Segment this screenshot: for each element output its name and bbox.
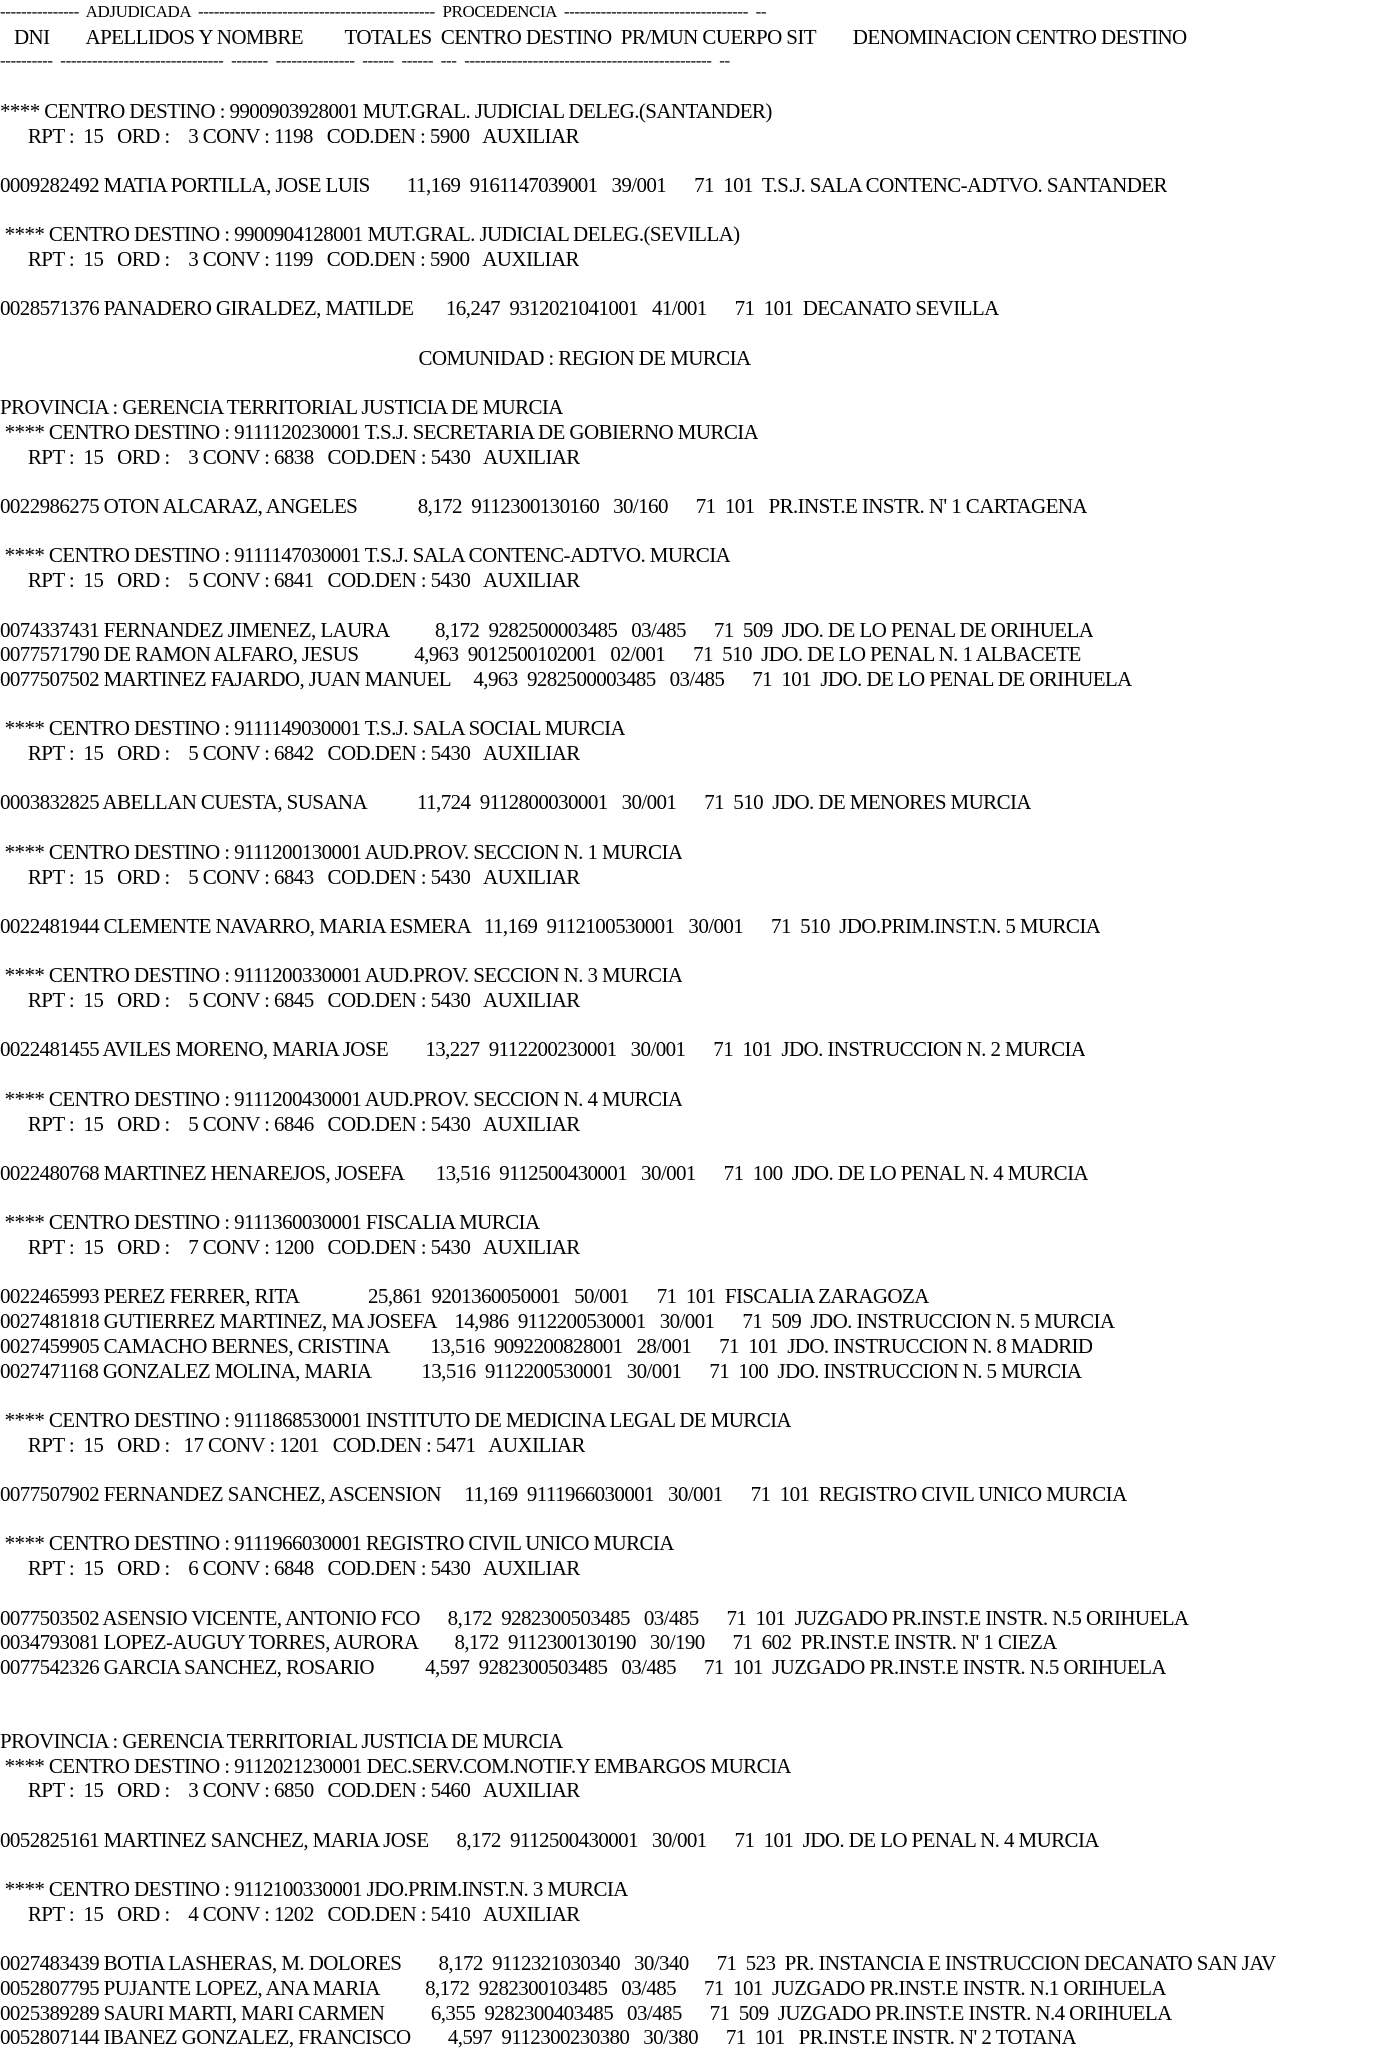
provincia-heading: PROVINCIA : GERENCIA TERRITORIAL JUSTICIA DE MURCIA [0,395,563,419]
provincia-heading: PROVINCIA : GERENCIA TERRITORIAL JUSTICIA DE MURCIA [0,1729,563,1753]
centro-destino-header: **** CENTRO DESTINO : 9111868530001 INSTITUTO DE MEDICINA LEGAL DE MURCIA [0,1408,792,1432]
comunidad-heading: COMUNIDAD : REGION DE MURCIA [0,346,751,370]
column-headers: DNI APELLIDOS Y NOMBRE TOTALES CENTRO DESTINO PR/MUN CUERPO SIT DENOMINACION CENTRO DESTINO [0,25,1187,49]
centro-destino-header: **** CENTRO DESTINO : 9111200430001 AUD.PROV. SECCION N. 4 MURCIA [0,1087,683,1111]
adjudication-row: 0077542326 GARCIA SANCHEZ, ROSARIO 4,597 9282300503485 03/485 71 101 JUZGADO PR.INST.E INSTR. N.5 ORIHUELA [0,1655,1166,1679]
rpt-line: RPT : 15 ORD : 5 CONV : 6841 COD.DEN : 5430 AUXILIAR [0,568,580,592]
centro-destino-header: **** CENTRO DESTINO : 9900904128001 MUT.GRAL. JUDICIAL DELEG.(SEVILLA) [0,222,740,246]
rpt-line: RPT : 15 ORD : 3 CONV : 1199 COD.DEN : 5900 AUXILIAR [0,247,579,271]
centro-destino-header: **** CENTRO DESTINO : 9111200330001 AUD.PROV. SECCION N. 3 MURCIA [0,963,683,987]
adjudication-row: 0003832825 ABELLAN CUESTA, SUSANA 11,724 9112800030001 30/001 71 510 JDO. DE MENORES MURCIA [0,790,1031,814]
rpt-line: RPT : 15 ORD : 5 CONV : 6846 COD.DEN : 5430 AUXILIAR [0,1112,580,1136]
centro-destino-header: **** CENTRO DESTINO : 9111360030001 FISCALIA MURCIA [0,1210,540,1234]
rpt-line: RPT : 15 ORD : 4 CONV : 1202 COD.DEN : 5410 AUXILIAR [0,1902,580,1926]
rpt-line: RPT : 15 ORD : 5 CONV : 6842 COD.DEN : 5430 AUXILIAR [0,741,580,765]
adjudication-row: 0022481944 CLEMENTE NAVARRO, MARIA ESMERA 11,169 9112100530001 30/001 71 510 JDO.PRIM.INST.N. 5 MURCIA [0,914,1101,938]
centro-destino-header: **** CENTRO DESTINO : 9111966030001 REGISTRO CIVIL UNICO MURCIA [0,1531,674,1555]
rpt-line: RPT : 15 ORD : 6 CONV : 6848 COD.DEN : 5430 AUXILIAR [0,1556,580,1580]
adjudication-row: 0027459905 CAMACHO BERNES, CRISTINA 13,516 9092200828001 28/001 71 101 JDO. INSTRUCCION N. 8 MADRID [0,1334,1093,1358]
adjudication-row: 0052807144 IBANEZ GONZALEZ, FRANCISCO 4,597 9112300230380 30/380 71 101 PR.INST.E INSTR. N' 2 TOTANA [0,2025,1077,2049]
adjudication-row: 0034793081 LOPEZ-AUGUY TORRES, AURORA 8,172 9112300130190 30/190 71 602 PR.INST.E INSTR. N' 1 CIEZA [0,1630,1057,1654]
adjudication-row: 0077507902 FERNANDEZ SANCHEZ, ASCENSION 11,169 9111966030001 30/001 71 101 REGISTRO CIVIL UNICO MURCIA [0,1482,1127,1506]
rpt-line: RPT : 15 ORD : 3 CONV : 6850 COD.DEN : 5460 AUXILIAR [0,1778,580,1802]
adjudication-row: 0022986275 OTON ALCARAZ, ANGELES 8,172 9112300130160 30/160 71 101 PR.INST.E INSTR. N' 1 CARTAGENA [0,494,1087,518]
centro-destino-header: **** CENTRO DESTINO : 9900903928001 MUT.GRAL. JUDICIAL DELEG.(SANTANDER) [0,99,772,123]
adjudication-row: 0028571376 PANADERO GIRALDEZ, MATILDE 16,247 9312021041001 41/001 71 101 DECANATO SEVILLA [0,296,999,320]
adjudication-row: 0022465993 PEREZ FERRER, RITA 25,861 9201360050001 50/001 71 101 FISCALIA ZARAGOZA [0,1284,929,1308]
rpt-line: RPT : 15 ORD : 5 CONV : 6843 COD.DEN : 5430 AUXILIAR [0,865,580,889]
adjudication-row: 0027483439 BOTIA LASHERAS, M. DOLORES 8,172 9112321030340 30/340 71 523 PR. INSTANCIA E INSTRUCCION DECANATO SAN JAV [0,1951,1276,1975]
adjudication-row: 0009282492 MATIA PORTILLA, JOSE LUIS 11,169 9161147039001 39/001 71 101 T.S.J. SALA CONTENC-ADTVO. SANTANDER [0,173,1167,197]
adjudication-row: 0022480768 MARTINEZ HENAREJOS, JOSEFA 13,516 9112500430001 30/001 71 100 JDO. DE LO PENAL N. 4 MURCIA [0,1161,1089,1185]
adjudication-row: 0052807795 PUJANTE LOPEZ, ANA MARIA 8,172 9282300103485 03/485 71 101 JUZGADO PR.INST.E INSTR. N.1 ORIHUELA [0,1976,1166,2000]
adjudication-row: 0077571790 DE RAMON ALFARO, JESUS 4,963 9012500102001 02/001 71 510 JDO. DE LO PENAL N. 1 ALBACETE [0,642,1081,666]
separator-line: ---------- ------------------------------- ------- --------------- ------ ------ --- ----------------------------------------------- -- [0,51,730,70]
rpt-line: RPT : 15 ORD : 5 CONV : 6845 COD.DEN : 5430 AUXILIAR [0,988,580,1012]
separator-line: --------------- ADJUDICADA --------------------------------------------- PROCEDENCIA ----------------------------------- -- [0,2,767,21]
adjudication-row: 0022481455 AVILES MORENO, MARIA JOSE 13,227 9112200230001 30/001 71 101 JDO. INSTRUCCION N. 2 MURCIA [0,1037,1086,1061]
rpt-line: RPT : 15 ORD : 3 CONV : 6838 COD.DEN : 5430 AUXILIAR [0,445,580,469]
rpt-line: RPT : 15 ORD : 3 CONV : 1198 COD.DEN : 5900 AUXILIAR [0,124,579,148]
centro-destino-header: **** CENTRO DESTINO : 9112021230001 DEC.SERV.COM.NOTIF.Y EMBARGOS MURCIA [0,1754,791,1778]
adjudication-row: 0077507502 MARTINEZ FAJARDO, JUAN MANUEL 4,963 9282500003485 03/485 71 101 JDO. DE LO PENAL DE ORIHUELA [0,667,1132,691]
centro-destino-header: **** CENTRO DESTINO : 9111147030001 T.S.J. SALA CONTENC-ADTVO. MURCIA [0,543,731,567]
rpt-line: RPT : 15 ORD : 7 CONV : 1200 COD.DEN : 5430 AUXILIAR [0,1235,580,1259]
adjudication-row: 0052825161 MARTINEZ SANCHEZ, MARIA JOSE 8,172 9112500430001 30/001 71 101 JDO. DE LO PENAL N. 4 MURCIA [0,1828,1099,1852]
centro-destino-header: **** CENTRO DESTINO : 9111120230001 T.S.J. SECRETARIA DE GOBIERNO MURCIA [0,420,759,444]
adjudication-row: 0077503502 ASENSIO VICENTE, ANTONIO FCO 8,172 9282300503485 03/485 71 101 JUZGADO PR.INST.E INSTR. N.5 ORIHUELA [0,1606,1189,1630]
adjudication-row: 0027471168 GONZALEZ MOLINA, MARIA 13,516 9112200530001 30/001 71 100 JDO. INSTRUCCION N. 5 MURCIA [0,1359,1082,1383]
centro-destino-header: **** CENTRO DESTINO : 9112100330001 JDO.PRIM.INST.N. 3 MURCIA [0,1877,628,1901]
adjudication-row: 0025389289 SAURI MARTI, MARI CARMEN 6,355 9282300403485 03/485 71 509 JUZGADO PR.INST.E INSTR. N.4 ORIHUELA [0,2001,1172,2025]
centro-destino-header: **** CENTRO DESTINO : 9111200130001 AUD.PROV. SECCION N. 1 MURCIA [0,840,683,864]
adjudication-row: 0027481818 GUTIERREZ MARTINEZ, MA JOSEFA 14,986 9112200530001 30/001 71 509 JDO. INSTRUCCION N. 5 MURCIA [0,1309,1115,1333]
centro-destino-header: **** CENTRO DESTINO : 9111149030001 T.S.J. SALA SOCIAL MURCIA [0,716,626,740]
rpt-line: RPT : 15 ORD : 17 CONV : 1201 COD.DEN : 5471 AUXILIAR [0,1433,585,1457]
adjudication-row: 0074337431 FERNANDEZ JIMENEZ, LAURA 8,172 9282500003485 03/485 71 509 JDO. DE LO PENAL DE ORIHUELA [0,618,1094,642]
